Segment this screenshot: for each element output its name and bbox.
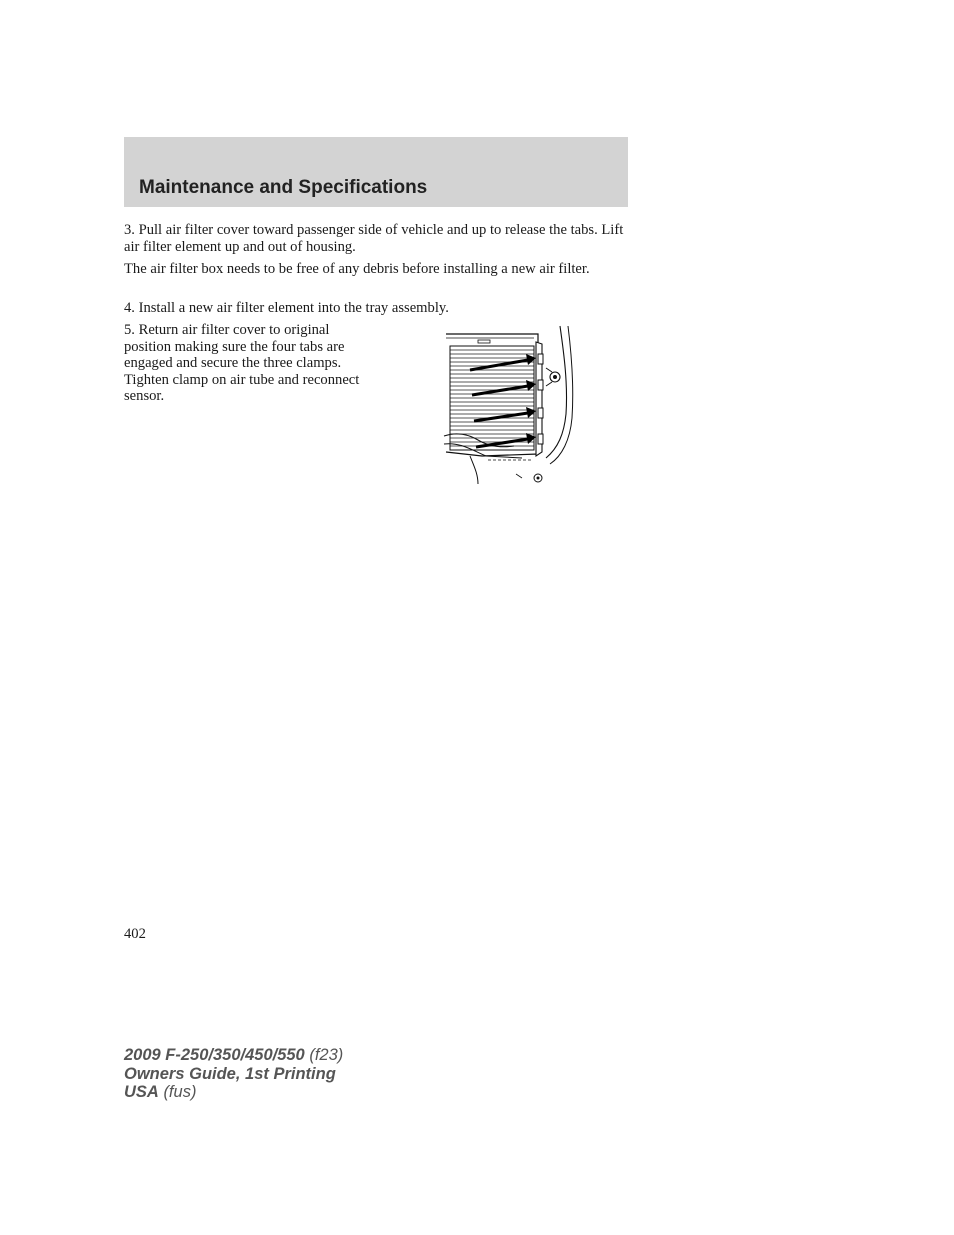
page-number: 402: [124, 926, 146, 942]
section-header-band: [124, 137, 628, 207]
step-3-text: 3. Pull air filter cover toward passenger side of vehicle and up to release the tabs. Lift air filter element up and out of housing.: [124, 222, 624, 255]
step-5-text: 5. Return air filter cover to original position making sure the four tabs are engaged and secure the three clamps. Tighten clamp on air tube and reconnect sensor.: [124, 322, 360, 404]
document-footer: [124, 1046, 343, 1102]
footer-model: 2009 F-250/350/450/550: [124, 1046, 305, 1064]
footer-market: USA: [124, 1083, 159, 1101]
section-title: Maintenance and Specifications: [139, 177, 428, 198]
step-4-text: 4. Install a new air filter element into the tray assembly.: [124, 300, 449, 316]
footer-edition: Owners Guide, 1st Printing: [124, 1064, 336, 1083]
air-filter-cover-illustration: [442, 324, 578, 487]
footer-model-code: (f23): [309, 1046, 344, 1064]
debris-note-text: The air filter box needs to be free of any debris before installing a new air filter.: [124, 261, 590, 277]
footer-market-code: (fus): [163, 1083, 197, 1101]
